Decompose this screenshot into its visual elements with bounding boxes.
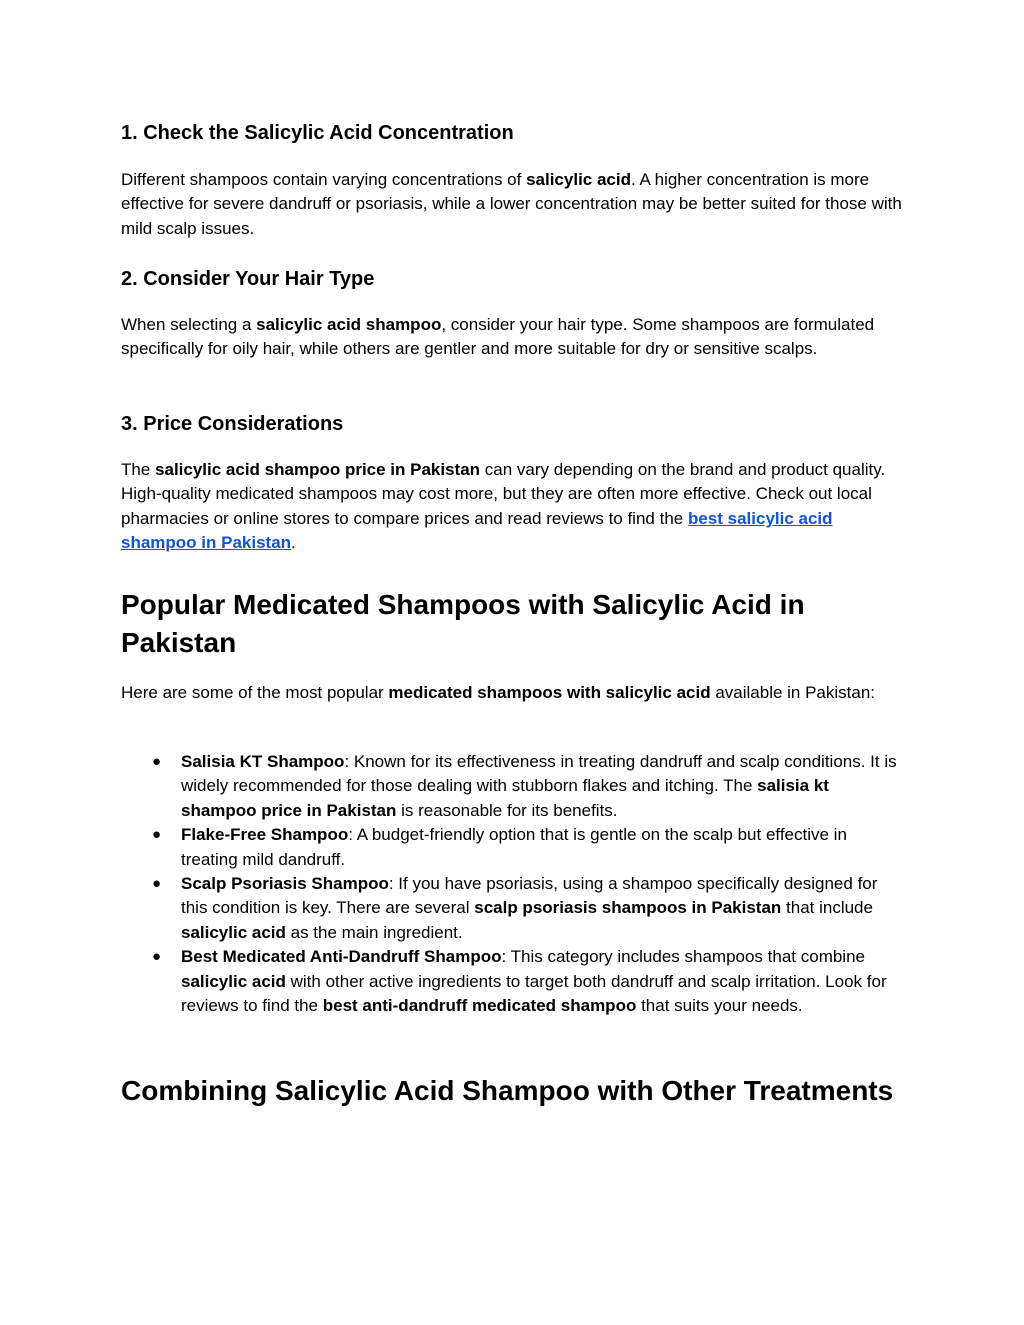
text: : A budget-friendly option that is gentle on the scalp but effective in treating mild dandruff. [181,825,847,869]
paragraph-price [121,458,906,556]
text: that suits your needs. [636,996,803,1016]
list-item [121,750,906,823]
bold-text: salicylic acid [526,170,631,189]
item-title: Best Medicated Anti-Dandruff Shampoo [181,947,502,967]
bullet-icon: ● [152,826,162,844]
item-title: Scalp Psoriasis Shampoo [181,874,389,894]
bold-text: salicylic acid shampoo [256,315,442,334]
bold-text: medicated shampoos with salicylic acid [388,683,711,702]
shampoo-list [121,750,906,1018]
text: When selecting a [121,315,257,334]
text: : Known for its effectiveness in treating dandruff and scalp conditions. It is widely recommended for those dealing with stubborn flakes and itching. The [181,752,897,796]
bold-text: scalp psoriasis shampoos in Pakistan [474,898,782,918]
list-item [121,872,906,945]
bullet-icon: ● [152,753,162,770]
paragraph-hair-type [121,313,906,362]
text: Here are some of the most popular [121,683,389,702]
bullet-icon: ● [152,948,162,966]
text: Different shampoos contain varying concentrations of [121,170,527,189]
best-shampoo-link[interactable]: best salicylic acid shampoo in Pakistan [121,508,833,553]
text: : If you have psoriasis, using a shampoo specifically designed for this condition is key. There are several [181,874,878,918]
bold-text: salicylic acid [181,971,286,991]
paragraph-popular-intro [121,681,906,705]
list-item [121,823,906,872]
heading-popular-shampoos: Popular Medicated Shampoos with Salicylic Acid in Pakistan [121,589,805,658]
bold-text: salicylic acid [181,922,286,942]
text: : This category includes shampoos that combine [501,947,865,967]
item-title: Salisia KT Shampoo [181,752,345,771]
item-title: Flake-Free Shampoo [181,825,349,845]
text: can vary depending on the brand and product quality. High-quality medicated shampoos may cost more, but they are often more effective. Check out local pharmacies or online stores to compare prices and read reviews to find the [121,460,886,528]
section-heading-concentration: 1. Check the Salicylic Acid Concentration [121,122,514,144]
text: with other active ingredients to target both dandruff and scalp irritation. Look for reviews to find the [181,971,887,1016]
text: . A higher concentration is more effective for severe dandruff or psoriasis, while a lower concentration may be better suited for those with mild scalp issues. [121,170,902,238]
text: . [291,533,296,553]
bold-text: best anti-dandruff medicated shampoo [322,996,637,1016]
bold-text: salicylic acid shampoo price in Pakistan [155,460,481,479]
list-item [121,945,906,1018]
text: is reasonable for its benefits. [396,800,618,820]
text: that include [781,898,873,918]
heading-combining-treatments: Combining Salicylic Acid Shampoo with Other Treatments [121,1075,894,1106]
section-heading-hair-type: 2. Consider Your Hair Type [121,268,375,290]
section-heading-price: 3. Price Considerations [121,413,344,435]
text: as the main ingredient. [285,922,463,942]
text: available in Pakistan: [710,683,876,702]
text: , consider your hair type. Some shampoos are formulated specifically for oily hair, while others are gentler and more suitable for dry or sensitive scalps. [121,315,875,359]
text: The [121,460,156,479]
bold-text: salisia kt shampoo price in Pakistan [181,776,829,820]
paragraph-concentration [121,168,906,241]
bullet-icon: ● [152,875,162,893]
